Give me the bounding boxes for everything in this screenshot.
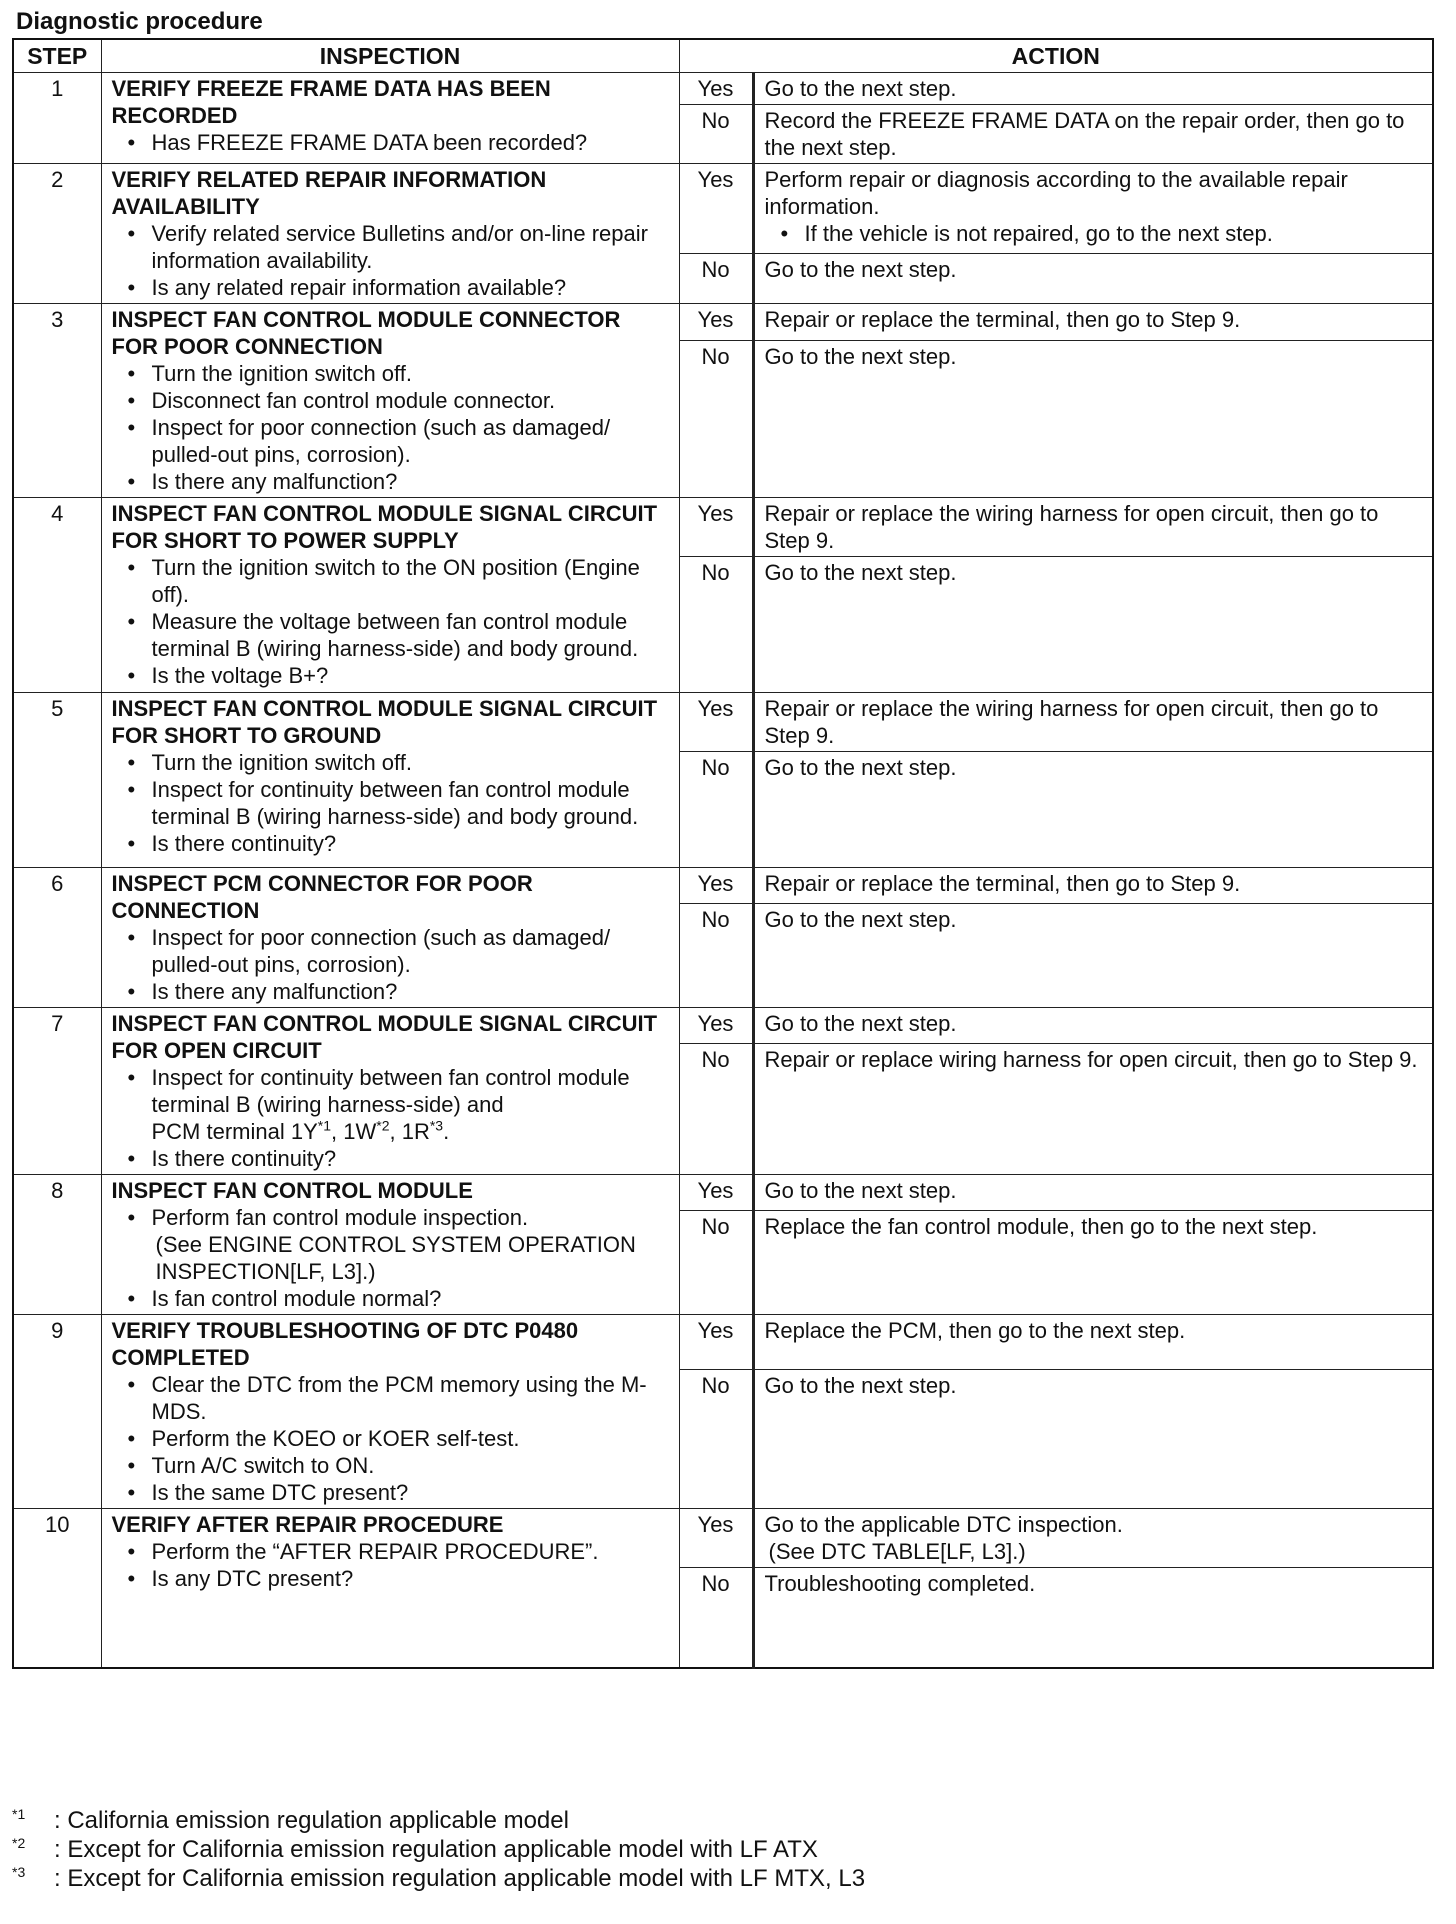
inspection-bullet: [152, 220, 673, 274]
yes-action-text: Repair or replace the terminal, then go to Step 9.: [764, 871, 1241, 896]
inspection-heading: INSPECT FAN CONTROL MODULE CONNECTOR FOR POOR CONNECTION: [111, 307, 621, 359]
no-label: No: [679, 340, 753, 497]
yes-action: [753, 868, 1433, 904]
bullet-text: Is there continuity?: [151, 831, 337, 856]
inspection-bullet: [152, 1371, 673, 1425]
inspection-cell: [101, 498, 679, 693]
pcm-terminal-mid2: , 1R: [389, 1119, 430, 1144]
yes-action-text: Repair or replace the terminal, then go to Step 9.: [764, 307, 1241, 332]
yes-label: Yes: [679, 1509, 753, 1568]
inspection-cell: [101, 1315, 679, 1509]
inspection-bullets: [112, 360, 673, 495]
inspection-bullet: [152, 274, 673, 301]
diagnostic-table: [12, 38, 1434, 1669]
bullet-text: Perform fan control module inspection.: [151, 1205, 529, 1230]
bullet-text: Has FREEZE FRAME DATA been recorded?: [151, 130, 588, 155]
footnote-mark: *1: [12, 1806, 26, 1822]
yes-action-bullets: [765, 220, 1427, 247]
inspection-bullet: [152, 468, 673, 495]
inspection-bullet: [152, 924, 673, 978]
yes-action-text: Go to the next step.: [764, 1011, 957, 1036]
footnote-text: : California emission regulation applicable model: [54, 1807, 569, 1834]
inspection-bullets: [112, 554, 673, 689]
inspection-bullet: [152, 776, 673, 830]
yes-action: [753, 164, 1433, 254]
inspection-bullet: [152, 1064, 673, 1145]
yes-action-text: Perform repair or diagnosis according to the available repair information.: [764, 167, 1348, 219]
bullet-text: Is there continuity?: [151, 1146, 337, 1171]
yes-action: [753, 1509, 1433, 1568]
inspection-cell: [101, 1008, 679, 1175]
yes-action-bullet: • If the vehicle is not repaired, go to the next step.: [805, 220, 1427, 247]
yes-action-text: Replace the PCM, then go to the next step.: [764, 1318, 1186, 1343]
no-action: Repair or replace wiring harness for open circuit, then go to Step 9.: [753, 1044, 1433, 1175]
table-row: [13, 868, 1433, 904]
no-label: No: [679, 1369, 753, 1508]
inspection-bullet: [152, 554, 673, 608]
yes-action: [753, 693, 1433, 752]
pcm-terminal-mid1: , 1W: [331, 1119, 377, 1144]
inspection-bullet: [152, 387, 673, 414]
inspection-cell: [101, 693, 679, 868]
footnote-mark: *2: [12, 1835, 26, 1851]
bullet-text: Is any related repair information available?: [151, 275, 567, 300]
table-row: [13, 164, 1433, 254]
step-number: 10: [13, 1509, 101, 1668]
bullet-text: Clear the DTC from the PCM memory using the M-MDS.: [151, 1372, 647, 1424]
inspection-bullets: [112, 1204, 673, 1312]
bullet-text: Disconnect fan control module connector.: [151, 388, 556, 413]
bullet-text: Is there any malfunction?: [151, 469, 398, 494]
inspection-bullets: [112, 129, 673, 156]
bullet-text: Inspect for poor connection (such as damaged/ pulled-out pins, corrosion).: [151, 415, 611, 467]
yes-label: Yes: [679, 868, 753, 904]
table-row: [13, 1509, 1433, 1568]
no-action: Go to the next step.: [753, 752, 1433, 868]
inspection-heading: INSPECT FAN CONTROL MODULE SIGNAL CIRCUIT FOR SHORT TO GROUND: [111, 696, 658, 748]
yes-action: [753, 73, 1433, 105]
table-row: [13, 1175, 1433, 1211]
inspection-bullet: [152, 749, 673, 776]
footnote: [12, 1864, 865, 1893]
step-number: 5: [13, 693, 101, 868]
yes-label: Yes: [679, 498, 753, 557]
yes-action: [753, 1315, 1433, 1370]
inspection-cell: [101, 304, 679, 498]
inspection-bullets: [112, 1064, 673, 1172]
no-action: Replace the fan control module, then go to the next step.: [753, 1210, 1433, 1314]
step-number: 3: [13, 304, 101, 498]
pcm-terminal-sup1: *1: [317, 1117, 332, 1134]
no-label: No: [679, 752, 753, 868]
inspection-bullet: [152, 1145, 673, 1172]
no-action: Go to the next step.: [753, 904, 1433, 1008]
no-action: Go to the next step.: [753, 253, 1433, 303]
no-action: Go to the next step.: [753, 557, 1433, 693]
see-reference: (See ENGINE CONTROL SYSTEM OPERATION INSPECTION[LF, L3].): [155, 1232, 636, 1284]
footnotes: [12, 1806, 865, 1893]
yes-action: [753, 498, 1433, 557]
yes-action-text: Repair or replace the wiring harness for open circuit, then go to Step 9.: [764, 501, 1379, 553]
yes-label: Yes: [679, 73, 753, 105]
bullet-text: Perform the KOEO or KOER self-test.: [151, 1426, 520, 1451]
inspection-bullet: [152, 129, 673, 156]
yes-action: [753, 1175, 1433, 1211]
inspection-heading: VERIFY RELATED REPAIR INFORMATION AVAILABILITY: [111, 167, 547, 219]
bullet-text: Turn the ignition switch to the ON position (Engine off).: [151, 555, 640, 607]
bullet-text: Turn the ignition switch off.: [151, 361, 412, 386]
yes-label: Yes: [679, 1315, 753, 1370]
footnote-text: : Except for California emission regulation applicable model with LF MTX, L3: [54, 1865, 866, 1892]
table-row: [13, 693, 1433, 752]
header-action: ACTION: [679, 39, 1433, 73]
page-title: Diagnostic procedure: [16, 8, 263, 35]
pcm-terminal-sup2: *2: [376, 1117, 390, 1134]
inspection-heading: VERIFY FREEZE FRAME DATA HAS BEEN RECORDED: [111, 76, 551, 128]
pcm-terminal-sup3: *3: [429, 1117, 444, 1134]
step-number: 1: [13, 73, 101, 164]
inspection-bullets: [112, 1371, 673, 1506]
yes-action-text: Go to the applicable DTC inspection.: [764, 1512, 1123, 1537]
no-label: No: [679, 557, 753, 693]
inspection-bullets: [112, 924, 673, 1005]
no-label: No: [679, 1568, 753, 1668]
pcm-terminal-suffix: .: [443, 1119, 450, 1144]
bullet-text: Is there any malfunction?: [151, 979, 398, 1004]
no-label: No: [679, 904, 753, 1008]
inspection-heading: INSPECT FAN CONTROL MODULE: [111, 1178, 473, 1203]
inspection-cell: [101, 164, 679, 304]
step-number: 6: [13, 868, 101, 1008]
pcm-terminal-line: [152, 1118, 673, 1145]
table-header-row: [13, 39, 1433, 73]
yes-action: [753, 304, 1433, 341]
step-number: 9: [13, 1315, 101, 1509]
table-row: [13, 304, 1433, 341]
footnote: [12, 1806, 865, 1835]
bullet-text: Perform the “AFTER REPAIR PROCEDURE”.: [151, 1539, 599, 1564]
yes-action-text: Repair or replace the wiring harness for open circuit, then go to Step 9.: [764, 696, 1379, 748]
bullet-text: Is the voltage B+?: [151, 663, 329, 688]
bullet-text: Inspect for poor connection (such as damaged/ pulled-out pins, corrosion).: [151, 925, 611, 977]
yes-action-text: Go to the next step.: [764, 1178, 957, 1203]
inspection-heading: INSPECT FAN CONTROL MODULE SIGNAL CIRCUIT FOR OPEN CIRCUIT: [111, 1011, 658, 1063]
inspection-heading: VERIFY TROUBLESHOOTING OF DTC P0480 COMPLETED: [111, 1318, 579, 1370]
inspection-cell: [101, 868, 679, 1008]
bullet-text: Measure the voltage between fan control module terminal B (wiring harness-side) and body ground.: [151, 609, 639, 661]
inspection-bullet: [152, 414, 673, 468]
bullet-text: Inspect for continuity between fan control module terminal B (wiring harness-side) and body ground.: [151, 777, 639, 829]
inspection-bullet: [152, 1479, 673, 1506]
inspection-heading: INSPECT FAN CONTROL MODULE SIGNAL CIRCUIT FOR SHORT TO POWER SUPPLY: [111, 501, 658, 553]
step-number: 8: [13, 1175, 101, 1315]
bullet-text: Turn the ignition switch off.: [151, 750, 412, 775]
inspection-bullet: [152, 1538, 673, 1565]
no-action: Go to the next step.: [753, 1369, 1433, 1508]
no-action: Go to the next step.: [753, 340, 1433, 497]
inspection-bullets: [112, 1538, 673, 1592]
inspection-bullet: [152, 1204, 673, 1285]
no-label: No: [679, 105, 753, 164]
inspection-bullet: [152, 662, 673, 689]
bullet-text: Is fan control module normal?: [151, 1286, 442, 1311]
no-action: Record the FREEZE FRAME DATA on the repair order, then go to the next step.: [753, 105, 1433, 164]
yes-label: Yes: [679, 1008, 753, 1044]
bullet-text: Verify related service Bulletins and/or on-line repair information availability.: [151, 221, 648, 273]
yes-action-text: Go to the next step.: [764, 76, 957, 101]
document: [12, 6, 1432, 1892]
yes-label: Yes: [679, 693, 753, 752]
inspection-bullet: [152, 1285, 673, 1312]
inspection-bullet: [152, 608, 673, 662]
inspection-cell: [101, 1175, 679, 1315]
table-row: [13, 73, 1433, 105]
no-action: Troubleshooting completed.: [753, 1568, 1433, 1668]
bullet-text: Inspect for continuity between fan control module terminal B (wiring harness-side) and: [151, 1065, 630, 1117]
inspection-bullets: [112, 220, 673, 301]
inspection-bullet: [152, 978, 673, 1005]
inspection-heading: VERIFY AFTER REPAIR PROCEDURE: [111, 1512, 504, 1537]
step-number: 7: [13, 1008, 101, 1175]
inspection-bullet: [152, 360, 673, 387]
no-label: No: [679, 1044, 753, 1175]
inspection-bullet: [152, 1425, 673, 1452]
inspection-cell: [101, 1509, 679, 1668]
footnote: [12, 1835, 865, 1864]
bullet-text: Turn A/C switch to ON.: [151, 1453, 375, 1478]
no-label: No: [679, 1210, 753, 1314]
yes-label: Yes: [679, 304, 753, 341]
inspection-heading: INSPECT PCM CONNECTOR FOR POOR CONNECTION: [111, 871, 533, 923]
inspection-bullets: [112, 749, 673, 857]
yes-label: Yes: [679, 164, 753, 254]
table-row: [13, 498, 1433, 557]
yes-action: [753, 1008, 1433, 1044]
header-step: STEP: [13, 39, 101, 73]
inspection-cell: [101, 73, 679, 164]
header-inspection: INSPECTION: [101, 39, 679, 73]
step-number: 2: [13, 164, 101, 304]
inspection-bullet: [152, 1565, 673, 1592]
yes-action-reference: (See DTC TABLE[LF, L3].): [768, 1539, 1026, 1564]
footnote-text: : Except for California emission regulation applicable model with LF ATX: [54, 1836, 818, 1863]
pcm-terminal-prefix: PCM terminal 1Y: [151, 1119, 318, 1144]
no-label: No: [679, 253, 753, 303]
footnote-mark: *3: [12, 1864, 26, 1880]
yes-label: Yes: [679, 1175, 753, 1211]
step-number: 4: [13, 498, 101, 693]
bullet-text: Is the same DTC present?: [151, 1480, 409, 1505]
inspection-bullet: [152, 1452, 673, 1479]
inspection-bullet: [152, 830, 673, 857]
table-row: [13, 1315, 1433, 1370]
bullet-text: Is any DTC present?: [151, 1566, 354, 1591]
table-row: [13, 1008, 1433, 1044]
